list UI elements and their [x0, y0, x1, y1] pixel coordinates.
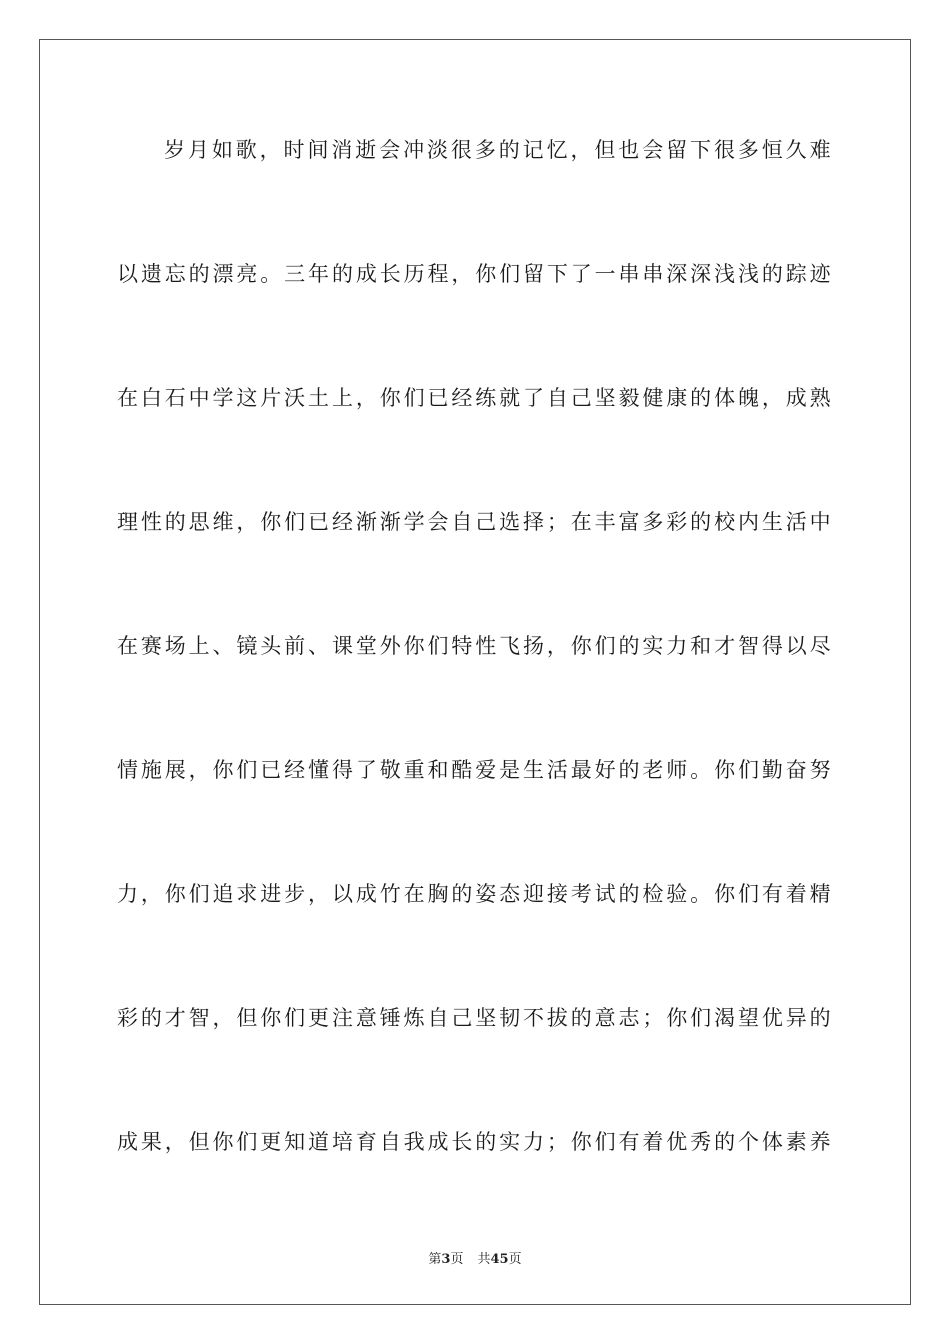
text-line: 以遗忘的漂亮。三年的成长历程，你们留下了一串串深深浅浅的踪迹	[117, 262, 833, 286]
total-pages: 45	[490, 1252, 509, 1267]
page-footer	[0, 1248, 950, 1267]
text-line: 理性的思维，你们已经渐渐学会自己选择；在丰富多彩的校内生活中	[117, 510, 833, 534]
body-text	[117, 128, 833, 1244]
text-line: 岁月如歌，时间消逝会冲淡很多的记忆，但也会留下很多恒久难	[164, 138, 833, 162]
text-line: 在白石中学这片沃土上，你们已经练就了自己坚毅健康的体魄，成熟	[117, 386, 833, 410]
text-line: 在赛场上、镜头前、课堂外你们特性飞扬，你们的实力和才智得以尽	[117, 634, 833, 658]
total-suffix: 页	[508, 1252, 522, 1267]
text-line: 情施展，你们已经懂得了敬重和酷爱是生活最好的老师。你们勤奋努	[117, 758, 833, 782]
text-line: 彩的才智，但你们更注意锤炼自己坚韧不拔的意志；你们渴望优异的	[117, 1006, 833, 1030]
total-prefix: 共	[477, 1252, 491, 1267]
text-line: 力，你们追求进步，以成竹在胸的姿态迎接考试的检验。你们有着精	[117, 882, 833, 906]
page-number: 3	[441, 1252, 451, 1267]
page-suffix: 页	[450, 1252, 464, 1267]
text-line: 成果，但你们更知道培育自我成长的实力；你们有着优秀的个体素养	[117, 1130, 833, 1154]
page-prefix: 第	[428, 1252, 442, 1267]
